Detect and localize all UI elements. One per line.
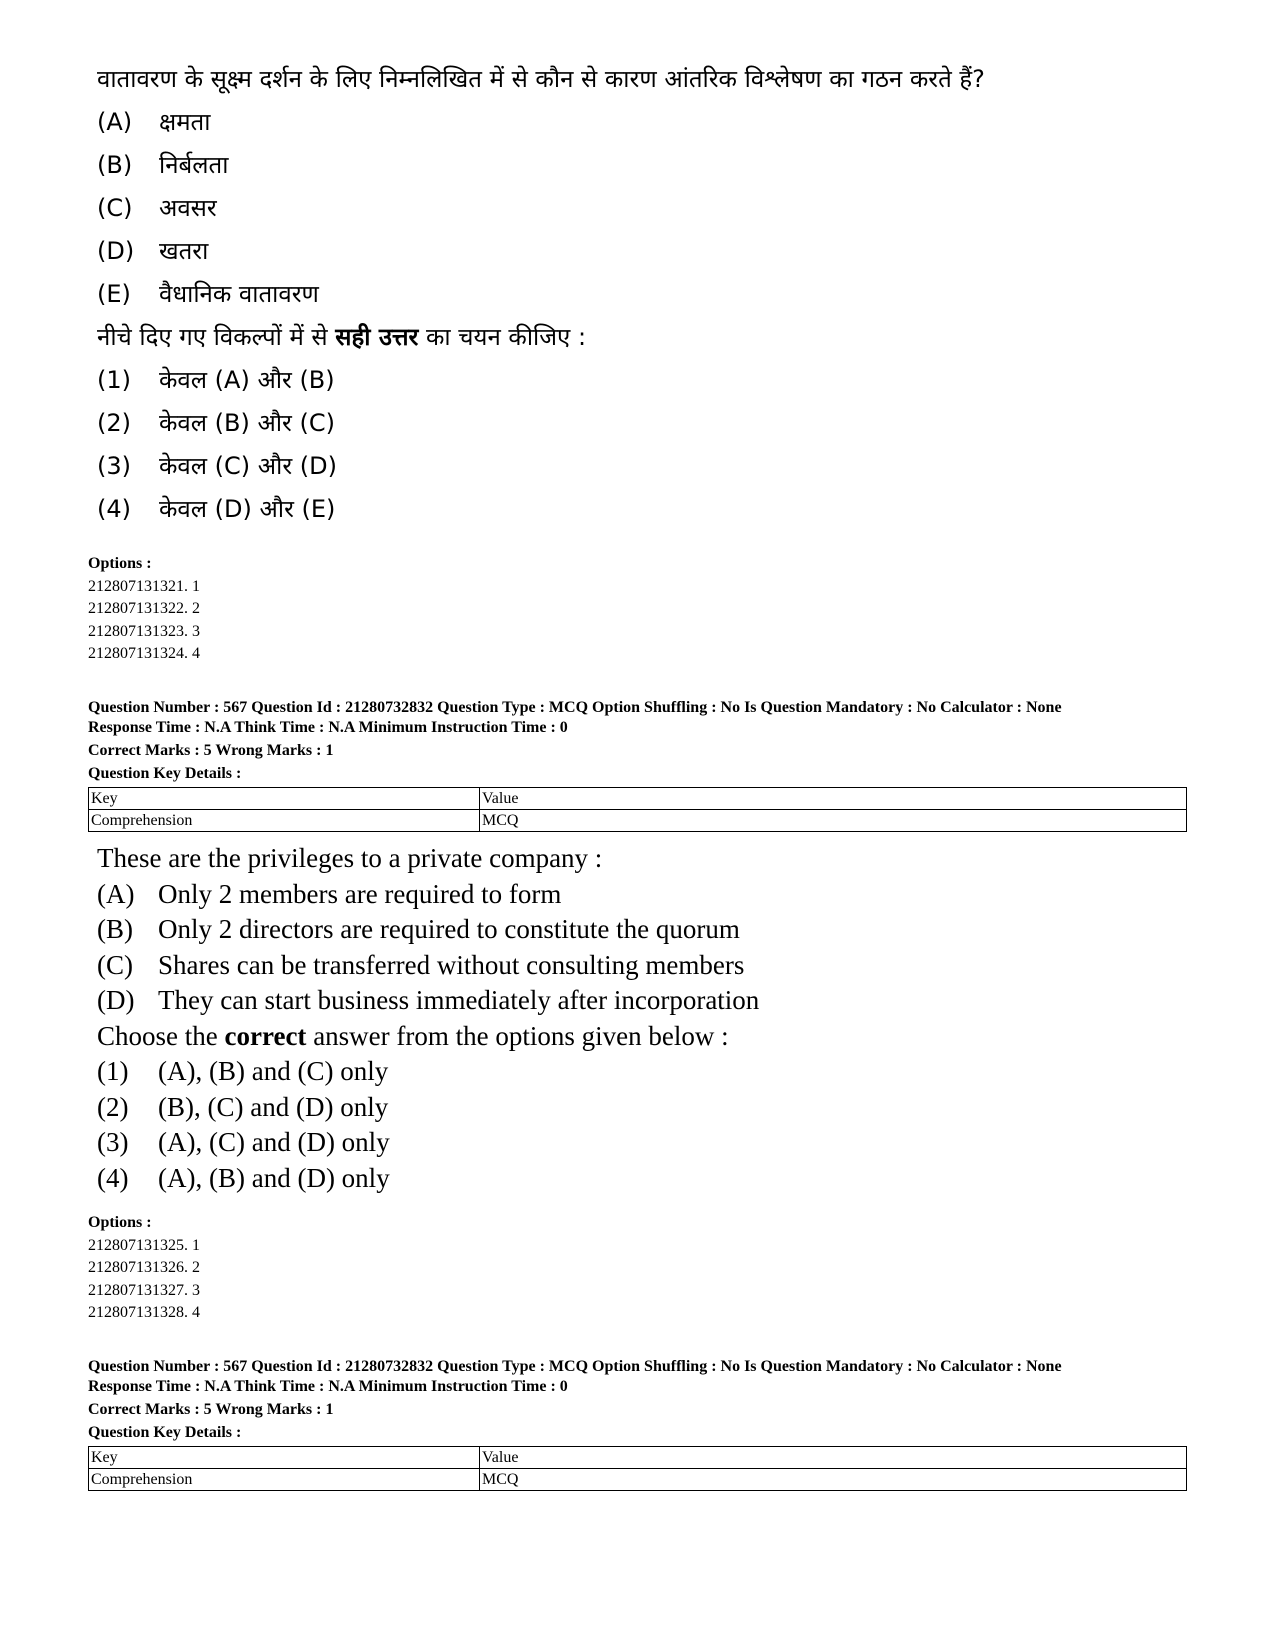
statement-a: (A) Only 2 members are required to form xyxy=(97,878,562,909)
choice-1: (1) (A), (B) and (C) only xyxy=(97,1056,389,1086)
statement-a: (A) क्षमता xyxy=(97,108,211,136)
option-item: 212807131325. 1 xyxy=(88,1236,200,1254)
choice-2: (2) (B), (C) and (D) only xyxy=(97,1091,389,1122)
question-2-image xyxy=(97,841,759,1196)
option-item: 212807131322. 2 xyxy=(88,600,200,617)
question-meta-line: Question Number : 567 Question Id : 21280732832 Question Type : MCQ Option Shuffling : No Is Question Mandatory : No Calculator : None xyxy=(88,1358,1062,1375)
table-row xyxy=(89,810,1187,832)
statement-b: (B) Only 2 directors are required to constitute the quorum xyxy=(97,914,740,944)
table-header-key: Key xyxy=(89,788,480,810)
question-2-instruction: Choose the correct answer from the options given below : xyxy=(97,1020,729,1051)
question-1-image xyxy=(97,58,985,531)
question-info-1 xyxy=(88,698,1062,784)
question-1-options xyxy=(88,553,200,666)
question-1-stem: वातावरण के सूक्ष्म दर्शन के लिए निम्नलिखित में से कौन से कारण आंतरिक विश्लेषण का गठन करते हैं? xyxy=(97,65,985,93)
statement-e: (E) वैधानिक वातावरण xyxy=(97,280,319,308)
table-header-row xyxy=(89,1447,1187,1469)
table-header-row xyxy=(89,788,1187,810)
option-item: 212807131328. 4 xyxy=(88,1304,200,1321)
table-row xyxy=(89,1469,1187,1491)
options-heading: Options : xyxy=(88,555,152,572)
table-cell-value: MCQ xyxy=(480,1469,1187,1491)
choice-3: (3) केवल (C) और (D) xyxy=(97,452,337,480)
option-item: 212807131327. 3 xyxy=(88,1281,200,1299)
question-info-2 xyxy=(88,1357,1062,1443)
question-time-line: Response Time : N.A Think Time : N.A Minimum Instruction Time : 0 xyxy=(88,1378,568,1395)
statement-b: (B) निर्बलता xyxy=(97,151,229,179)
table-header-value: Value xyxy=(480,1447,1187,1469)
marks-line: Correct Marks : 5 Wrong Marks : 1 xyxy=(88,1401,334,1418)
option-item: 212807131326. 2 xyxy=(88,1259,200,1276)
statement-d: (D) खतरा xyxy=(97,237,209,265)
option-item: 212807131324. 4 xyxy=(88,645,200,662)
table-header-value: Value xyxy=(480,788,1187,810)
table-cell-key: Comprehension xyxy=(89,1469,480,1491)
table-header-key: Key xyxy=(89,1447,480,1469)
options-heading: Options : xyxy=(88,1214,152,1231)
choice-4: (4) केवल (D) और (E) xyxy=(97,495,336,523)
question-2-stem: These are the privileges to a private company : xyxy=(97,843,603,873)
marks-line: Correct Marks : 5 Wrong Marks : 1 xyxy=(88,742,334,759)
key-value-table xyxy=(88,1446,1187,1491)
statement-d: (D) They can start business immediately after incorporation xyxy=(97,985,760,1015)
statement-c: (C) अवसर xyxy=(97,194,217,222)
statement-c: (C) Shares can be transferred without consulting members xyxy=(97,949,745,980)
option-item: 212807131321. 1 xyxy=(88,577,200,595)
question-meta-line: Question Number : 567 Question Id : 21280732832 Question Type : MCQ Option Shuffling : No Is Question Mandatory : No Calculator : None xyxy=(88,699,1062,716)
choice-2: (2) केवल (B) और (C) xyxy=(97,409,335,437)
table-cell-key: Comprehension xyxy=(89,810,480,832)
table-cell-value: MCQ xyxy=(480,810,1187,832)
question-1-instruction: नीचे दिए गए विकल्पों में से सही उत्तर का चयन कीजिए : xyxy=(97,323,587,351)
choice-4: (4) (A), (B) and (D) only xyxy=(97,1162,390,1193)
choice-3: (3) (A), (C) and (D) only xyxy=(97,1127,390,1157)
question-2-options xyxy=(88,1212,200,1325)
choice-1: (1) केवल (A) और (B) xyxy=(97,366,335,394)
key-details-heading: Question Key Details : xyxy=(88,765,242,782)
key-details-heading: Question Key Details : xyxy=(88,1424,242,1441)
question-time-line: Response Time : N.A Think Time : N.A Minimum Instruction Time : 0 xyxy=(88,719,568,736)
option-item: 212807131323. 3 xyxy=(88,622,200,640)
key-value-table xyxy=(88,787,1187,832)
